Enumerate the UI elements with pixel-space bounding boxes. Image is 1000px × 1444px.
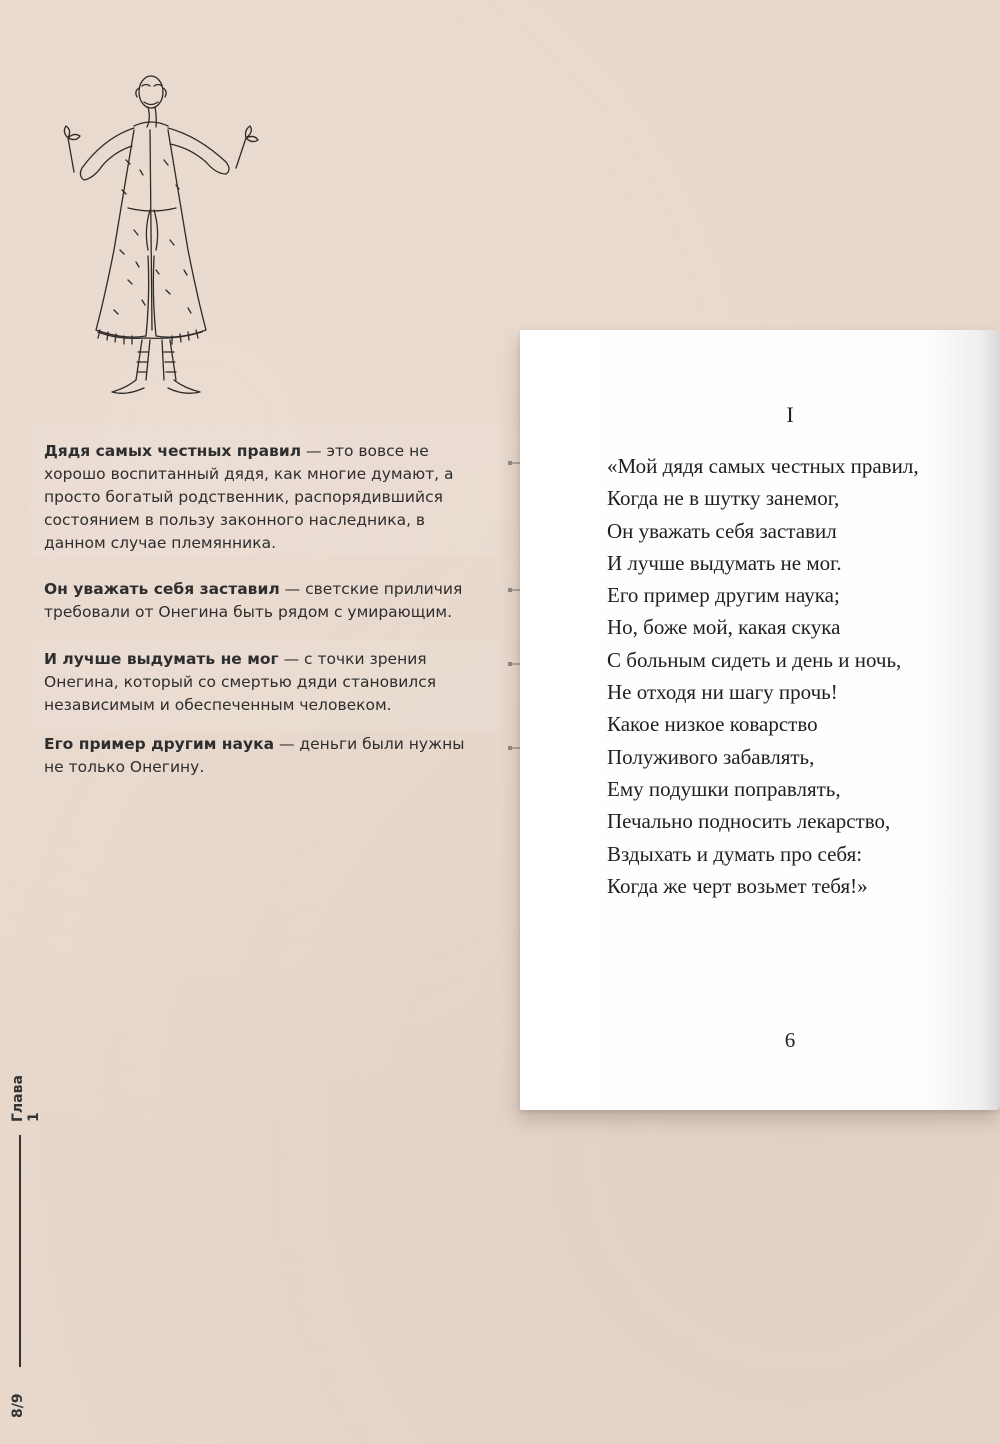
poem-line: Но, боже мой, какая скука [607, 615, 841, 640]
note-term: Его пример другим наука [44, 735, 275, 753]
connector-marker [508, 461, 512, 465]
chapter-label: Глава 1 [10, 1075, 42, 1122]
note-term: Он уважать себя заставил [44, 580, 280, 598]
note-term: И лучше выдумать не мог [44, 650, 279, 668]
booklet-page-number: 6 [784, 1028, 796, 1052]
poem-line: Его пример другим наука; [607, 583, 840, 608]
poem-line: Не отходя ни шагу прочь! [607, 680, 838, 705]
connector-marker [508, 588, 512, 592]
connector-marker [508, 746, 512, 750]
poem-line: Полуживого забавлять, [607, 744, 815, 769]
uncle-sketch-illustration [38, 40, 278, 420]
note-example [44, 733, 489, 779]
chapter-divider-rule [19, 1135, 21, 1367]
connector-marker [508, 662, 512, 666]
note-respect [44, 578, 489, 624]
note-text: — это вовсе не хорошо воспитанный дядя, как многие думают, а просто богатый родственник, распорядившийся состоянием в пользу законного наследника, в данном случае племянника. [44, 442, 454, 552]
poem-line: И лучше выдумать не мог. [607, 550, 842, 575]
note-text: — деньги были нужны не только Онегину. [44, 735, 465, 776]
poem-line: Вздыхать и думать про себя: [607, 841, 863, 866]
stanza-number: I [786, 402, 794, 427]
note-term: Дядя самых честных правил [44, 442, 302, 460]
poem-line: Ему подушки поправлять, [607, 776, 841, 801]
poem-line: Когда же черт возьмет тебя!» [607, 873, 868, 898]
poem-line: «Мой дядя самых честных правил, [607, 454, 919, 478]
poem-booklet [520, 330, 1000, 1110]
poem-stanza [607, 450, 919, 902]
poem-line: Какое низкое коварство [607, 712, 818, 737]
note-text: — с точки зрения Онегина, который со смертью дяди становился независимым и обеспеченным человеком. [44, 650, 437, 714]
note-better-idea [44, 648, 489, 717]
poem-line: Он уважать себя заставил [607, 518, 837, 543]
note-uncle-rules [44, 440, 489, 555]
page-range-label: 8/9 [10, 1393, 26, 1418]
note-text: — светские приличия требовали от Онегина быть рядом с умирающим. [44, 580, 463, 621]
poem-line: С больным сидеть и день и ночь, [607, 647, 902, 672]
poem-line: Когда не в шутку занемог, [607, 486, 840, 511]
poem-line: Печально подносить лекарство, [607, 809, 891, 834]
